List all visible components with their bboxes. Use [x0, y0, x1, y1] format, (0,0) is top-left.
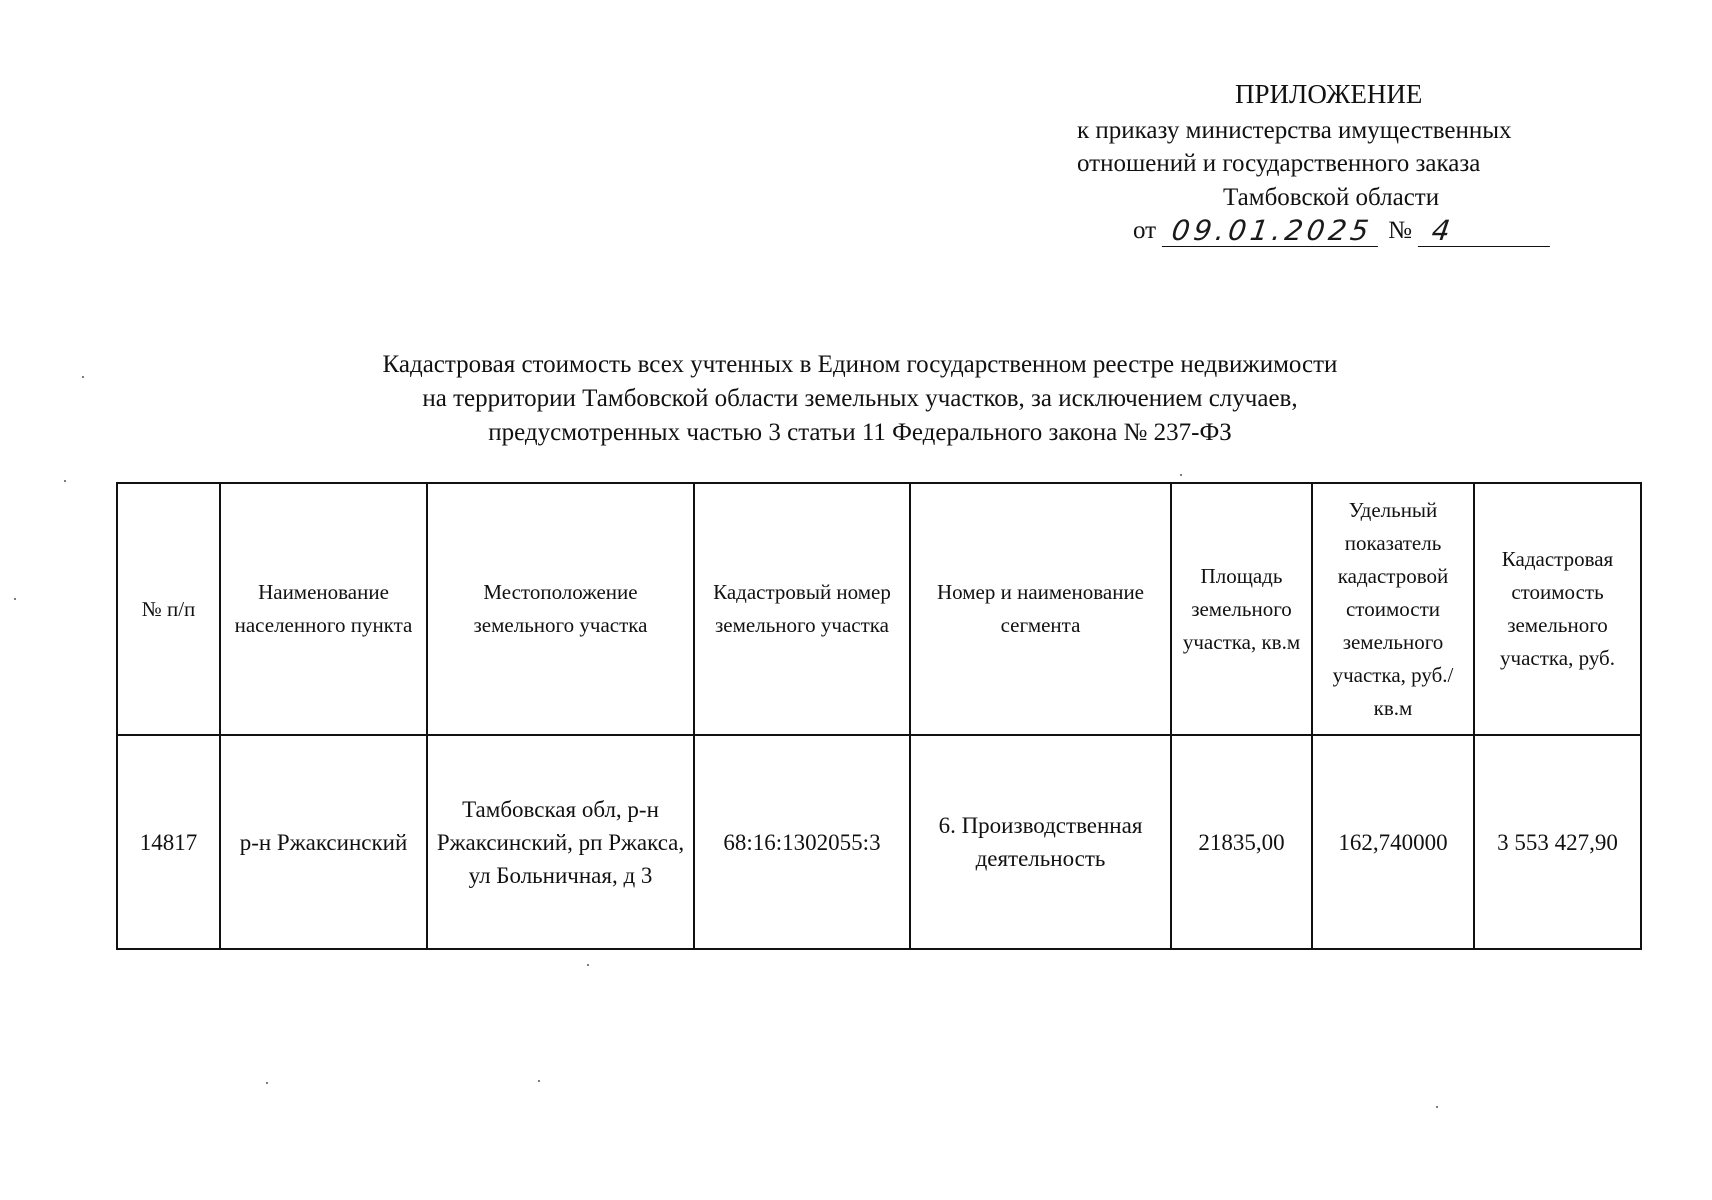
from-label: от — [1133, 217, 1157, 244]
handwritten-date: 09.01.2025 — [1162, 216, 1382, 247]
scan-speck — [266, 1082, 268, 1084]
title-line-3: предусмотренных частью 3 статьи 11 Федерального закона № 237-ФЗ — [488, 419, 1232, 446]
header-cadastral-value: Кадастровая стоимость земельного участка, руб. — [1474, 483, 1641, 735]
table-row — [117, 735, 1641, 949]
header-settlement: Наименование населенного пункта — [220, 483, 427, 735]
cell-num: 14817 — [117, 735, 220, 949]
document-title — [300, 348, 1420, 450]
table-header-row — [117, 483, 1641, 735]
scan-speck — [14, 598, 16, 600]
cell-area: 21835,00 — [1171, 735, 1312, 949]
header-segment: Номер и наименование сегмента — [910, 483, 1171, 735]
scan-speck — [587, 964, 589, 966]
number-label: № — [1388, 217, 1412, 244]
header-location: Местоположение земельного участка — [427, 483, 694, 735]
scan-speck — [1436, 1106, 1438, 1108]
appendix-date-number-line — [1133, 214, 1552, 247]
cell-unit-value: 162,740000 — [1312, 735, 1474, 949]
appendix-line-2: отношений и государственного заказа — [1077, 150, 1481, 177]
cadastral-value-table — [116, 482, 1642, 950]
title-line-1: Кадастровая стоимость всех учтенных в Едином государственном реестре недвижимости — [382, 351, 1338, 378]
appendix-line-1: к приказу министерства имущественных — [1077, 117, 1512, 144]
appendix-heading: ПРИЛОЖЕНИЕ — [1235, 79, 1423, 109]
cell-settlement: р-н Ржаксинский — [220, 735, 427, 949]
cell-segment: 6. Производственная деятельность — [910, 735, 1171, 949]
cell-cadastral-value: 3 553 427,90 — [1474, 735, 1641, 949]
header-cadastral-number: Кадастровый номер земельного участка — [694, 483, 910, 735]
handwritten-number: 4 — [1418, 216, 1554, 247]
header-area: Площадь земельного участка, кв.м — [1171, 483, 1312, 735]
title-line-2: на территории Тамбовской области земельных участков, за исключением случаев, — [422, 385, 1298, 412]
cell-location: Тамбовская обл, р-н Ржаксинский, рп Ржакса, ул Больничная, д 3 — [427, 735, 694, 949]
header-num: № п/п — [117, 483, 220, 735]
cell-cadastral-number: 68:16:1302055:3 — [694, 735, 910, 949]
header-unit-value: Удельный показатель кадастровой стоимости земельного участка, руб./кв.м — [1312, 483, 1474, 735]
scan-speck — [82, 376, 84, 378]
scan-speck — [1180, 474, 1182, 476]
appendix-line-3: Тамбовской области — [1223, 184, 1440, 211]
scan-speck — [64, 480, 66, 482]
scan-speck — [538, 1080, 540, 1082]
